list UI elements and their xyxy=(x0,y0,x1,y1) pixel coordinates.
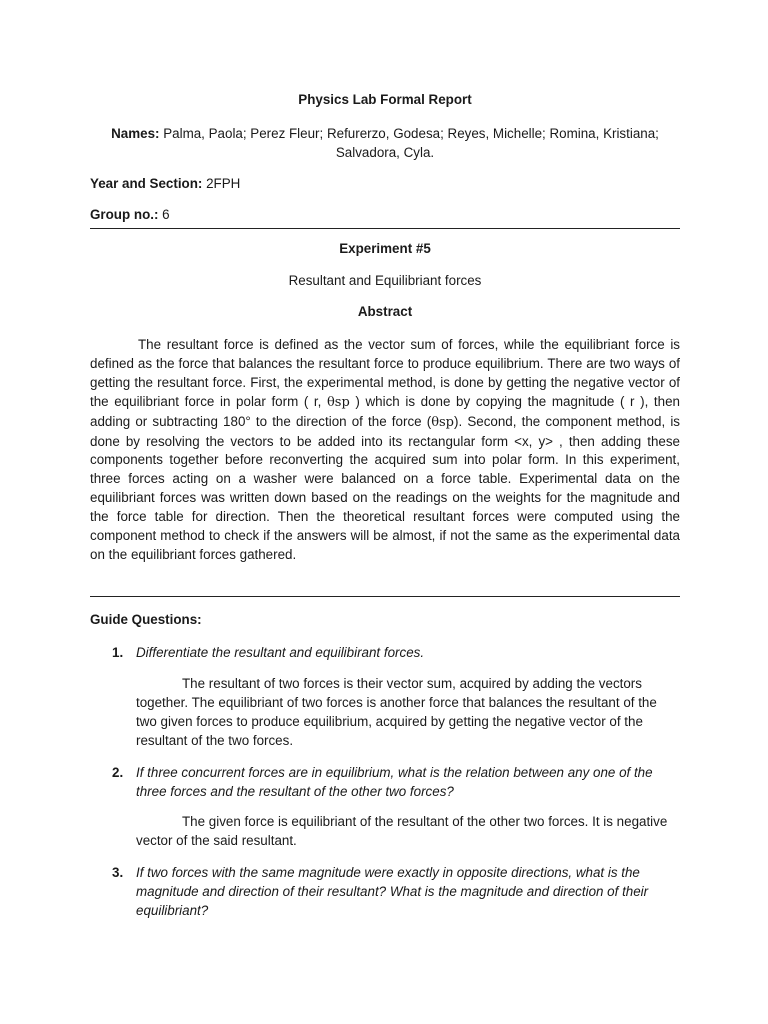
theta-sp-symbol-2: θsp xyxy=(431,414,455,430)
year-value: 2FPH xyxy=(202,176,241,191)
question-item xyxy=(112,763,680,801)
guide-questions-heading: Guide Questions: xyxy=(90,612,202,627)
theta-sp-symbol: θsp xyxy=(326,394,350,410)
answer-text: The resultant of two forces is their vector sum, acquired by adding the vectors together. The equilibriant of two forces is another force that balances the resultant of the two given forces to produce equilibrium, acquired by getting the negative vector of the resultant of the two forces. xyxy=(136,676,657,748)
abstract-text-2: ) which is done by copying the magnitude ( r ), then adding or subtracting 180° to the direction of the force ( xyxy=(90,393,680,429)
question-number: 2. xyxy=(112,765,124,780)
names-line xyxy=(90,124,680,162)
question-text: If three concurrent forces are in equilibrium, what is the relation between any one of the three forces and the resultant of the other two forces? xyxy=(136,765,653,799)
question-number: 1. xyxy=(112,645,124,660)
experiment-number: Experiment #5 xyxy=(339,241,431,256)
abstract-heading: Abstract xyxy=(357,304,413,319)
abstract-text-1: The resultant force is defined as the vector sum of forces, while the equilibriant force is defined as the force that balances the resultant force to produce equilibrium. There are two ways of getting the resultant force. First, the experimental method, is done by getting the negative vector of the equilibriant force in polar form ( r, xyxy=(90,337,680,409)
divider-middle xyxy=(90,596,680,597)
abstract-paragraph xyxy=(90,336,680,565)
year-section-line xyxy=(90,176,240,191)
question-item xyxy=(112,863,680,920)
group-label: Group no.: xyxy=(90,207,159,222)
names-value: Palma, Paola; Perez Fleur; Refurerzo, Godesa; Reyes, Michelle; Romina, Kristiana; Salvadora, Cyla. xyxy=(159,126,659,160)
report-title: Physics Lab Formal Report xyxy=(298,92,472,107)
question-text: Differentiate the resultant and equilibirant forces. xyxy=(136,645,425,660)
question-number: 3. xyxy=(112,865,124,880)
question-item xyxy=(112,643,680,662)
experiment-subtitle: Resultant and Equilibriant forces xyxy=(288,273,482,288)
answer-text: The given force is equilibriant of the resultant of the other two forces. It is negative vector of the said resultant. xyxy=(136,814,668,848)
names-label: Names: xyxy=(111,126,160,141)
group-value: 6 xyxy=(158,207,170,222)
group-line xyxy=(90,207,170,222)
question-text: If two forces with the same magnitude were exactly in opposite directions, what is the magnitude and direction of their resultant? What is the magnitude and direction of their equilibriant? xyxy=(136,865,649,918)
divider-top xyxy=(90,228,680,229)
year-label: Year and Section: xyxy=(90,176,203,191)
abstract-text-3: ). Second, the component method, is done by resolving the vectors to be added into its rectangular form <x, y> , then adding these components together before reconverting the acquired sum into polar form. In this experiment, three forces acting on a washer were balanced on a force table. Experimental data on the equilibriant forces was written down based on the readings on the weights for the magnitude and the force table for direction. Then the theoretical resultant forces were computed using the component method to check if the answers will be almost, if not the same as the experimental data on the equilibriant forces gathered. xyxy=(90,413,680,562)
